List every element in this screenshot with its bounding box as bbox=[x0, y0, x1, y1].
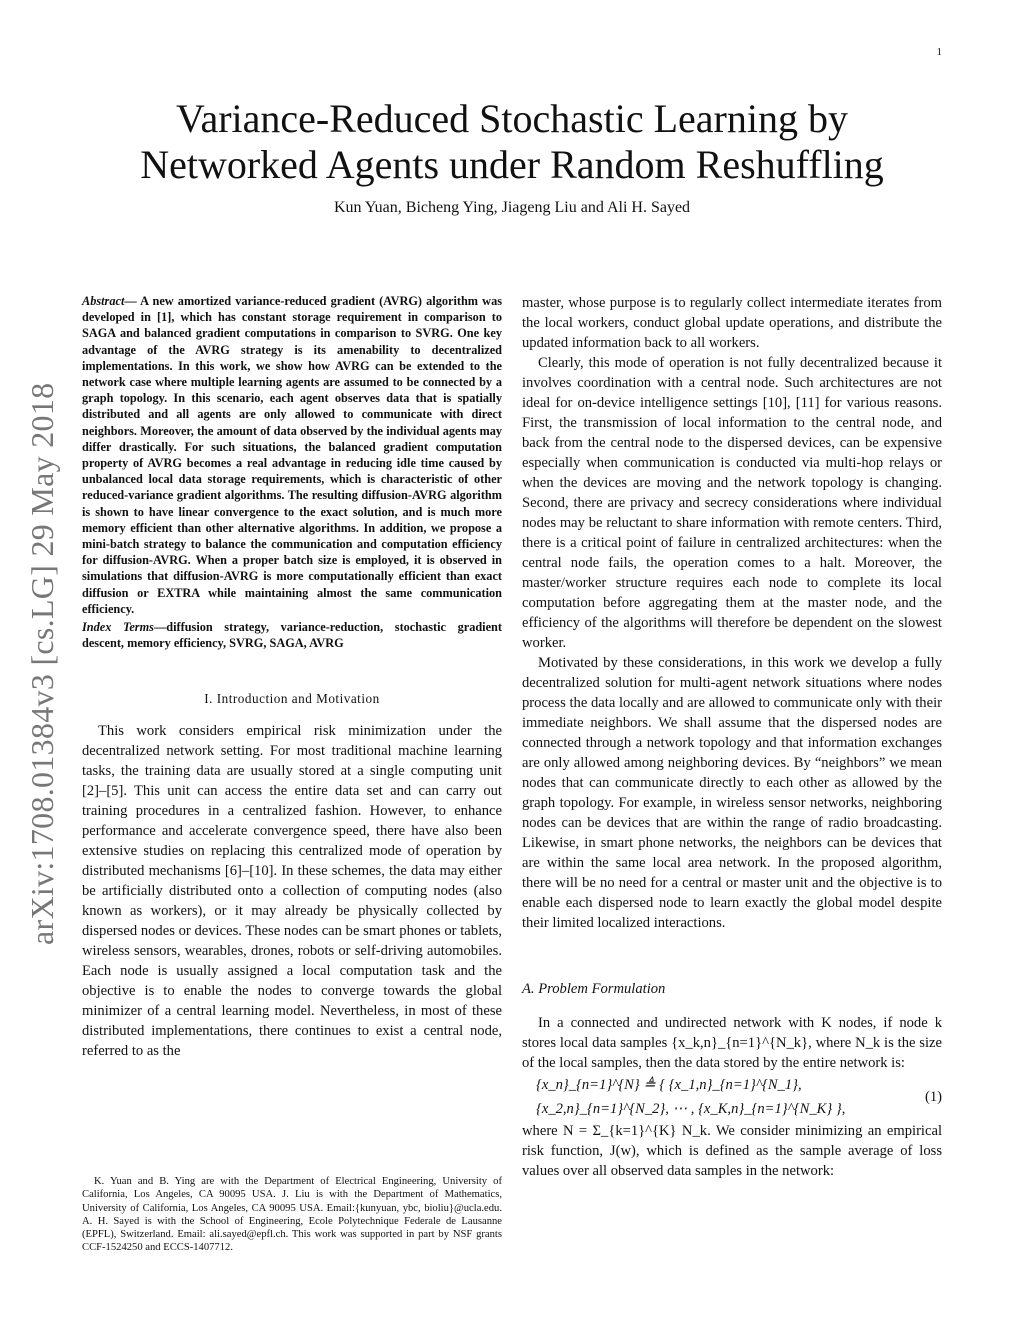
section-heading-introduction: I. Introduction and Motivation bbox=[204, 691, 380, 707]
author-list: Kun Yuan, Bicheng Ying, Jiageng Liu and Ali H. Sayed bbox=[333, 199, 691, 216]
index-terms-label: Index Terms bbox=[82, 620, 154, 635]
intro-paragraph-1: This work considers empirical risk minimization under the decentralized network setting. For most traditional machine learning tasks, the training data are usually stored at a single computing unit [2]–[5]. This unit can access the entire data set and can carry out training procedures in a centralized fashion. However, to enhance performance and accelerate convergence speed, there have also been extensive studies on replacing this centralized mode of operation by distributed mechanisms [6]–[10]. In these schemes, the data may either be artificially distributed onto a collection of computing nodes (also known as workers), or it may already be physically collected by dispersed nodes or devices. These nodes can be smart phones or tablets, wireless sensors, wearables, drones, robots or self-driving automobiles. Each node is usually assigned a local computation task and the objective is to enable the nodes to converge towards the global minimizer of a central learning model. Nevertheless, in most of these distributed implementations, there continues to exist a central node, referred to as the bbox=[82, 723, 502, 1060]
abstract-text: — A new amortized variance-reduced gradient (AVRG) algorithm was developed in [1], which has constant storage requirement in comparison to SAGA and balanced gradient computations in comparison to SVRG. One key advantage of the AVRG strategy is its amenability to decentralized implementations. In this work, we show how AVRG can be extended to the network case where multiple learning agents are assumed to be connected by a graph topology. In this scenario, each agent observes data that is spatially distributed and all agents are only allowed to communicate with direct neighbors. Moreover, the amount of data observed by the individual agents may differ drastically. For such situations, the balanced gradient computation property of AVRG becomes a real advantage in reducing idle time caused by unbalanced local data storage requirements, which is characteristic of other reduced-variance gradient algorithms. The resulting diffusion-AVRG algorithm is shown to have linear convergence to the exact solution, and is much more memory efficient than other alternative algorithms. In addition, we propose a mini-batch strategy to balance the communication and computation efficiency for diffusion-AVRG. When a proper batch size is employed, it is observed in simulations that diffusion-AVRG is more computationally efficient than exact diffusion or EXTRA while maintaining almost the same communication efficiency. bbox=[82, 294, 502, 616]
arxiv-identifier: arXiv:1708.01384v3 [cs.LG] 29 May 2018 bbox=[24, 382, 60, 945]
right-column bbox=[522, 293, 942, 1181]
problem-formulation-paragraph-1: In a connected and undirected network with K nodes, if node k stores local data samples {x_k,n}_{n=1}^{N_k}, where N_k is the size of the local samples, then the data stored by the entire network is: bbox=[522, 1015, 942, 1071]
left-column bbox=[82, 293, 502, 1061]
problem-formulation-paragraph-2: where N = Σ_{k=1}^{K} N_k. We consider minimizing an empirical risk function, J(w), which is defined as the sample average of loss values over all observed data samples in the network: bbox=[522, 1123, 942, 1179]
equation-1-body: {x_n}_{n=1}^{N} ≜ { {x_1,n}_{n=1}^{N_1}, {x_2,n}_{n=1}^{N_2}, ⋯ , {x_K,n}_{n=1}^{N_K} }, bbox=[536, 1077, 846, 1117]
paper-title: Variance-Reduced Stochastic Learning by Networked Agents under Random Reshuffling bbox=[140, 96, 884, 187]
index-terms bbox=[82, 619, 502, 651]
abstract bbox=[82, 293, 502, 617]
equation-1 bbox=[522, 1073, 942, 1121]
abstract-label: Abstract bbox=[82, 294, 125, 308]
equation-1-number: (1) bbox=[924, 1089, 942, 1105]
subsection-heading-problem-formulation: A. Problem Formulation bbox=[522, 981, 666, 997]
intro-paragraph-1-continued: master, whose purpose is to regularly collect intermediate iterates from the local workers, conduct global update operations, and distribute the updated information back to all workers. bbox=[522, 295, 942, 351]
index-terms-text: —diffusion strategy, variance-reduction, stochastic gradient descent, memory efficiency, SVRG, SAGA, AVRG bbox=[82, 620, 502, 651]
intro-paragraph-2: Clearly, this mode of operation is not fully decentralized because it involves coordination with a central node. Such architectures are not ideal for on-device intelligence settings [10], [11] for various reasons. First, the transmission of local information to the central node, and back from the central node to the dispersed devices, can be expensive especially when communication is conducted via multi-hop relays or when the devices are moving and the network topology is changing. Second, there are privacy and secrecy considerations where individual nodes may be reluctant to share information with remote centers. Third, there is a critical point of failure in centralized architectures: when the central node fails, the operation comes to a halt. Moreover, the master/worker structure requires each node to complete its local computation before aggregating them at the master node, and the efficiency of the algorithms will therefore be dependent on the slowest worker. bbox=[522, 355, 942, 651]
intro-paragraph-3: Motivated by these considerations, in this work we develop a fully decentralized solution for multi-agent network situations where nodes process the data locally and are allowed to communicate only with their immediate neighbors. We shall assume that the dispersed nodes are connected through a network topology and that information exchanges are only allowed among neighboring devices. By “neighbors” we mean nodes that can communicate directly to each other as allowed by the graph topology. For example, in wireless sensor networks, neighboring nodes can be devices that are within the range of radio broadcasting. Likewise, in smart phone networks, the neighbors can be devices that are within the same local area network. In the proposed algorithm, there will be no need for a central or master unit and the objective is to enable each dispersed node to learn exactly the global model despite their limited localized interactions. bbox=[522, 655, 942, 931]
author-affiliation-footnote: K. Yuan and B. Ying are with the Department of Electrical Engineering, University of California, Los Angeles, CA 90095 USA. J. Liu is with the Department of Mathematics, University of California, Los Angeles, CA 90095 USA. Email:{kunyuan, ybc, bioliu}@ucla.edu. A. H. Sayed is with the School of Engineering, Ecole Polytechnique Federale de Lausanne (EPFL), Switzerland. Email: ali.sayed@epfl.ch. This work was supported in part by NSF grants CCF-1524250 and ECCS-1407712. bbox=[82, 1176, 502, 1254]
page-number: 1 bbox=[936, 46, 942, 58]
